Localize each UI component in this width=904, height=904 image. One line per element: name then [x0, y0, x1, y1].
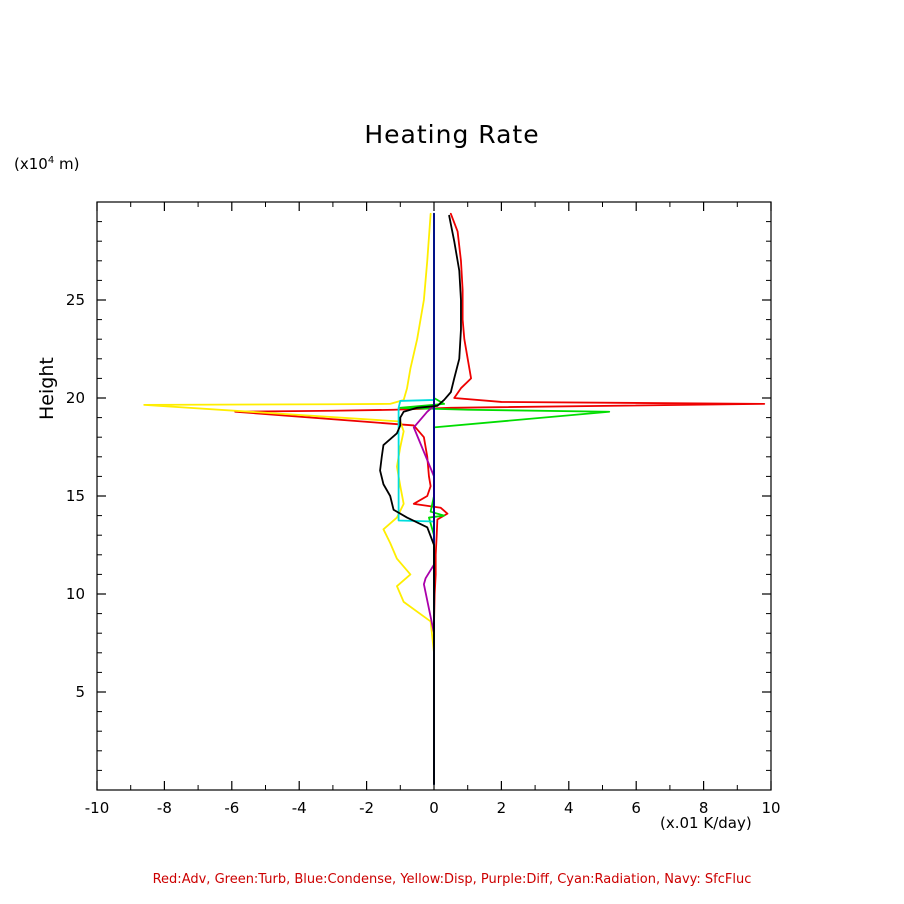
y-axis-units-exponent: 4: [47, 155, 55, 166]
x-tick-label: 10: [761, 799, 781, 817]
x-tick-label: -6: [224, 799, 240, 817]
series-line-adv: [235, 214, 764, 784]
data-series-group: [144, 214, 764, 784]
chart-title: Heating Rate: [364, 120, 540, 149]
y-tick-label: 5: [75, 683, 85, 701]
series-line-radiation: [399, 214, 434, 784]
series-clip: [144, 214, 764, 784]
legend: Red:Adv, Green:Turb, Blue:Condense, Yellow:Disp, Purple:Diff, Cyan:Radiation, Navy: SfcFluc: [152, 872, 752, 887]
y-tick-label: 15: [65, 487, 85, 505]
y-axis-units-suffix: m): [54, 155, 80, 173]
y-tick-label: 25: [65, 291, 85, 309]
x-tick-label: -8: [156, 799, 172, 817]
x-tick-label: -10: [84, 799, 110, 817]
y-axis-title: Height: [36, 357, 58, 420]
y-tick-label: 20: [65, 389, 85, 407]
x-tick-label: 4: [564, 799, 574, 817]
x-tick-label: 0: [429, 799, 439, 817]
y-tick-label: 10: [65, 585, 85, 603]
x-tick-label: -2: [359, 799, 375, 817]
x-tick-label: 2: [496, 799, 507, 817]
x-tick-label: 6: [631, 799, 641, 817]
x-tick-label: 8: [698, 799, 709, 817]
x-tick-label: -4: [291, 799, 307, 817]
x-axis-title: (x.01 K/day): [660, 814, 752, 832]
y-axis-units-prefix: (x10: [14, 155, 48, 173]
tick-labels: [66, 291, 781, 817]
series-line-turb: [400, 214, 609, 784]
